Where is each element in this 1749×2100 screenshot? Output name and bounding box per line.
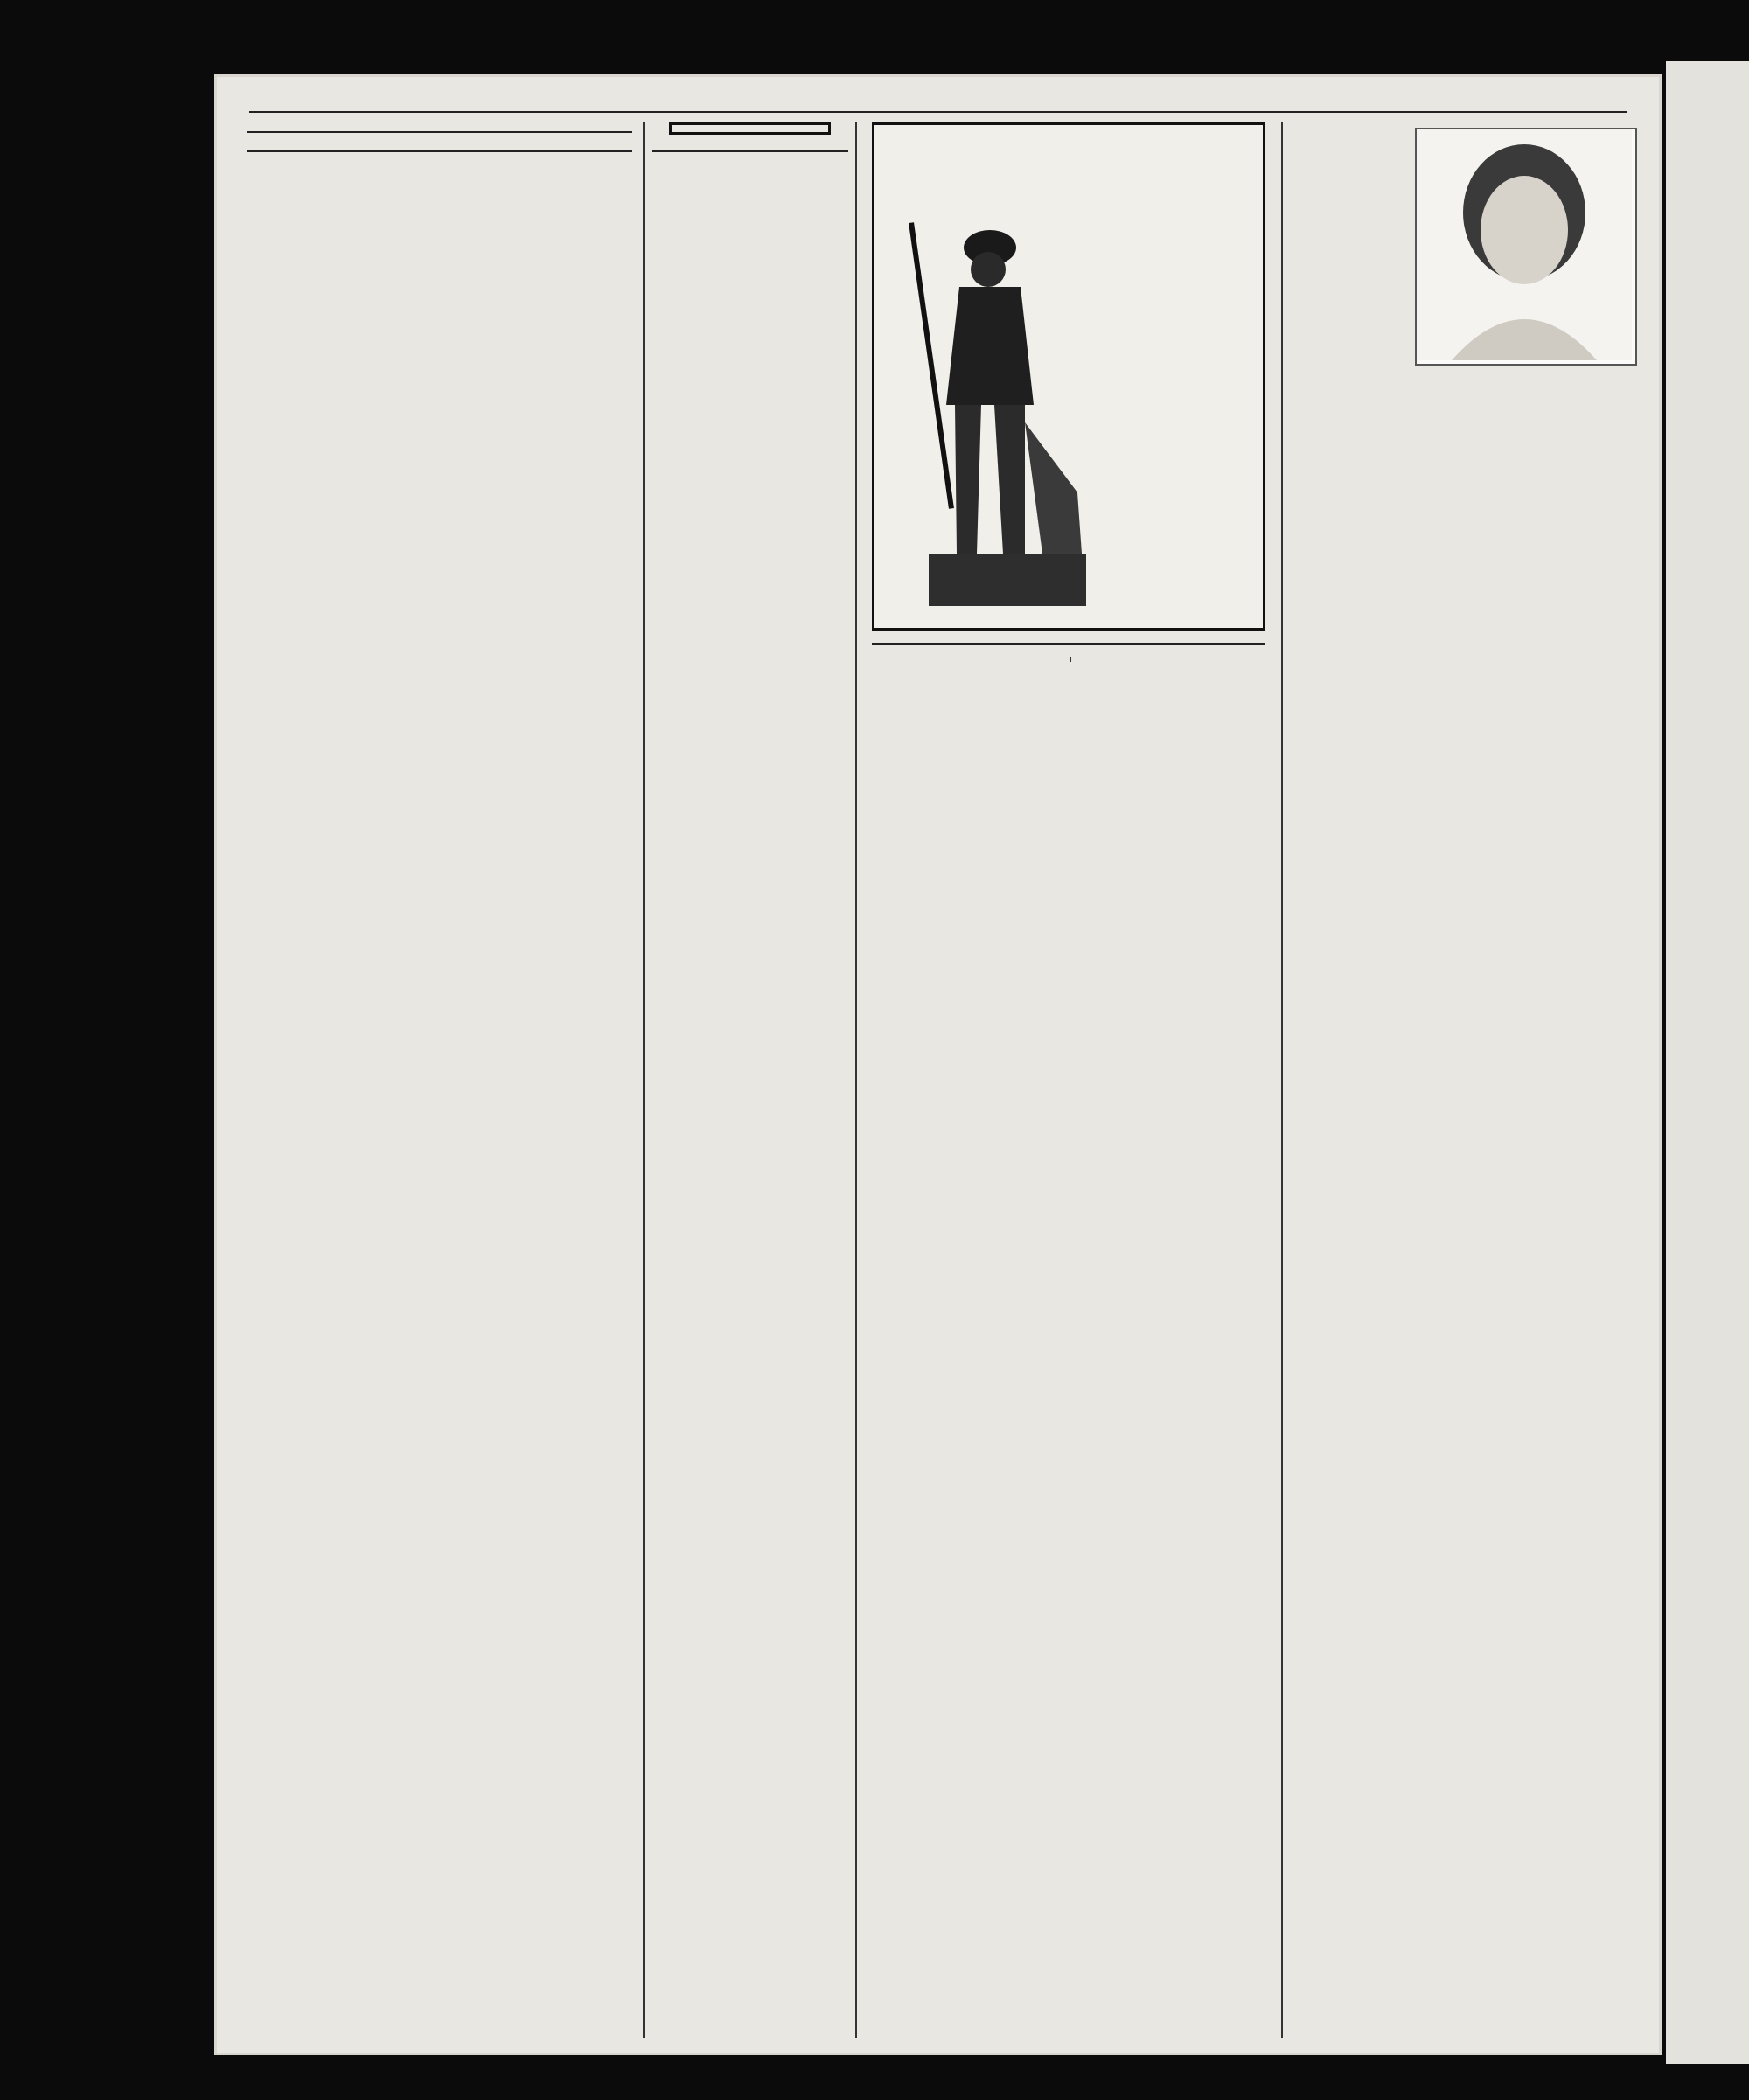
y-news-title [669, 122, 831, 135]
next-page-edge [1666, 61, 1749, 2064]
minuteman-illustration [894, 204, 1112, 615]
grandmother-left [863, 657, 1059, 662]
page-header [249, 85, 1627, 113]
edna-mitchell-photo [1415, 128, 1637, 366]
column-rule [643, 122, 645, 2038]
column-y-news [652, 122, 848, 2038]
grandmother-article [863, 657, 1274, 662]
victory-poster [872, 122, 1265, 631]
newspaper-page [214, 74, 1662, 2055]
column-students [1292, 122, 1637, 2038]
column-victory [863, 122, 1274, 2038]
portrait-icon [1417, 129, 1632, 360]
column-rule [1281, 122, 1283, 2038]
column-editorial [247, 122, 632, 2038]
double-absences-title [652, 150, 848, 161]
column-rule [855, 122, 857, 2038]
grandmother-right [1082, 657, 1274, 662]
